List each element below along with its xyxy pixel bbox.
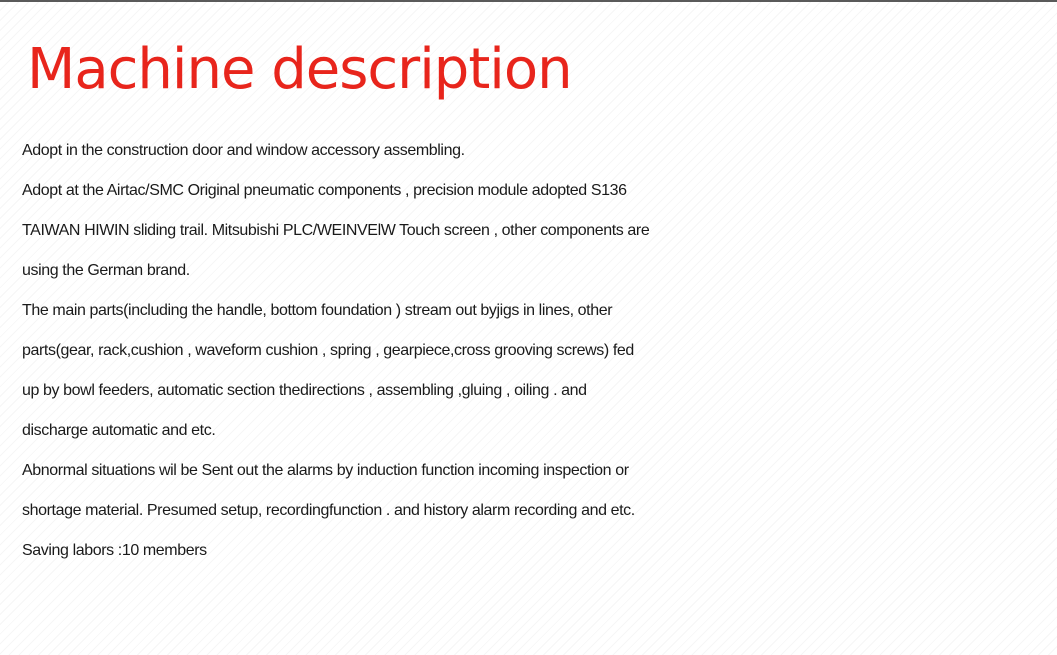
description-line: The main parts(including the handle, bottom foundation ) stream out byjigs in lines, other [22, 302, 613, 319]
description-line: using the German brand. [22, 262, 190, 279]
description-line: up by bowl feeders, automatic section thedirections , assembling ,gluing , oiling . and [22, 382, 587, 399]
description-line: parts(gear, rack,cushion , waveform cushion , spring , gearpiece,cross grooving screws) fed [22, 342, 634, 359]
description-body [22, 131, 1042, 571]
description-line: Adopt at the Airtac/SMC Original pneumatic components , precision module adopted S136 [22, 182, 627, 199]
description-line: discharge automatic and etc. [22, 422, 216, 439]
description-line: Abnormal situations wil be Sent out the alarms by induction function incoming inspection or [22, 462, 629, 479]
top-divider [0, 0, 1057, 2]
description-line: Saving labors :10 members [22, 542, 207, 559]
page-title: Machine description [27, 37, 572, 102]
description-line: shortage material. Presumed setup, recordingfunction . and history alarm recording and etc. [22, 502, 635, 519]
description-line: Adopt in the construction door and window accessory assembling. [22, 142, 465, 159]
description-line: TAIWAN HIWIN sliding trail. Mitsubishi PLC/WEINVElW Touch screen , other components are [22, 222, 650, 239]
